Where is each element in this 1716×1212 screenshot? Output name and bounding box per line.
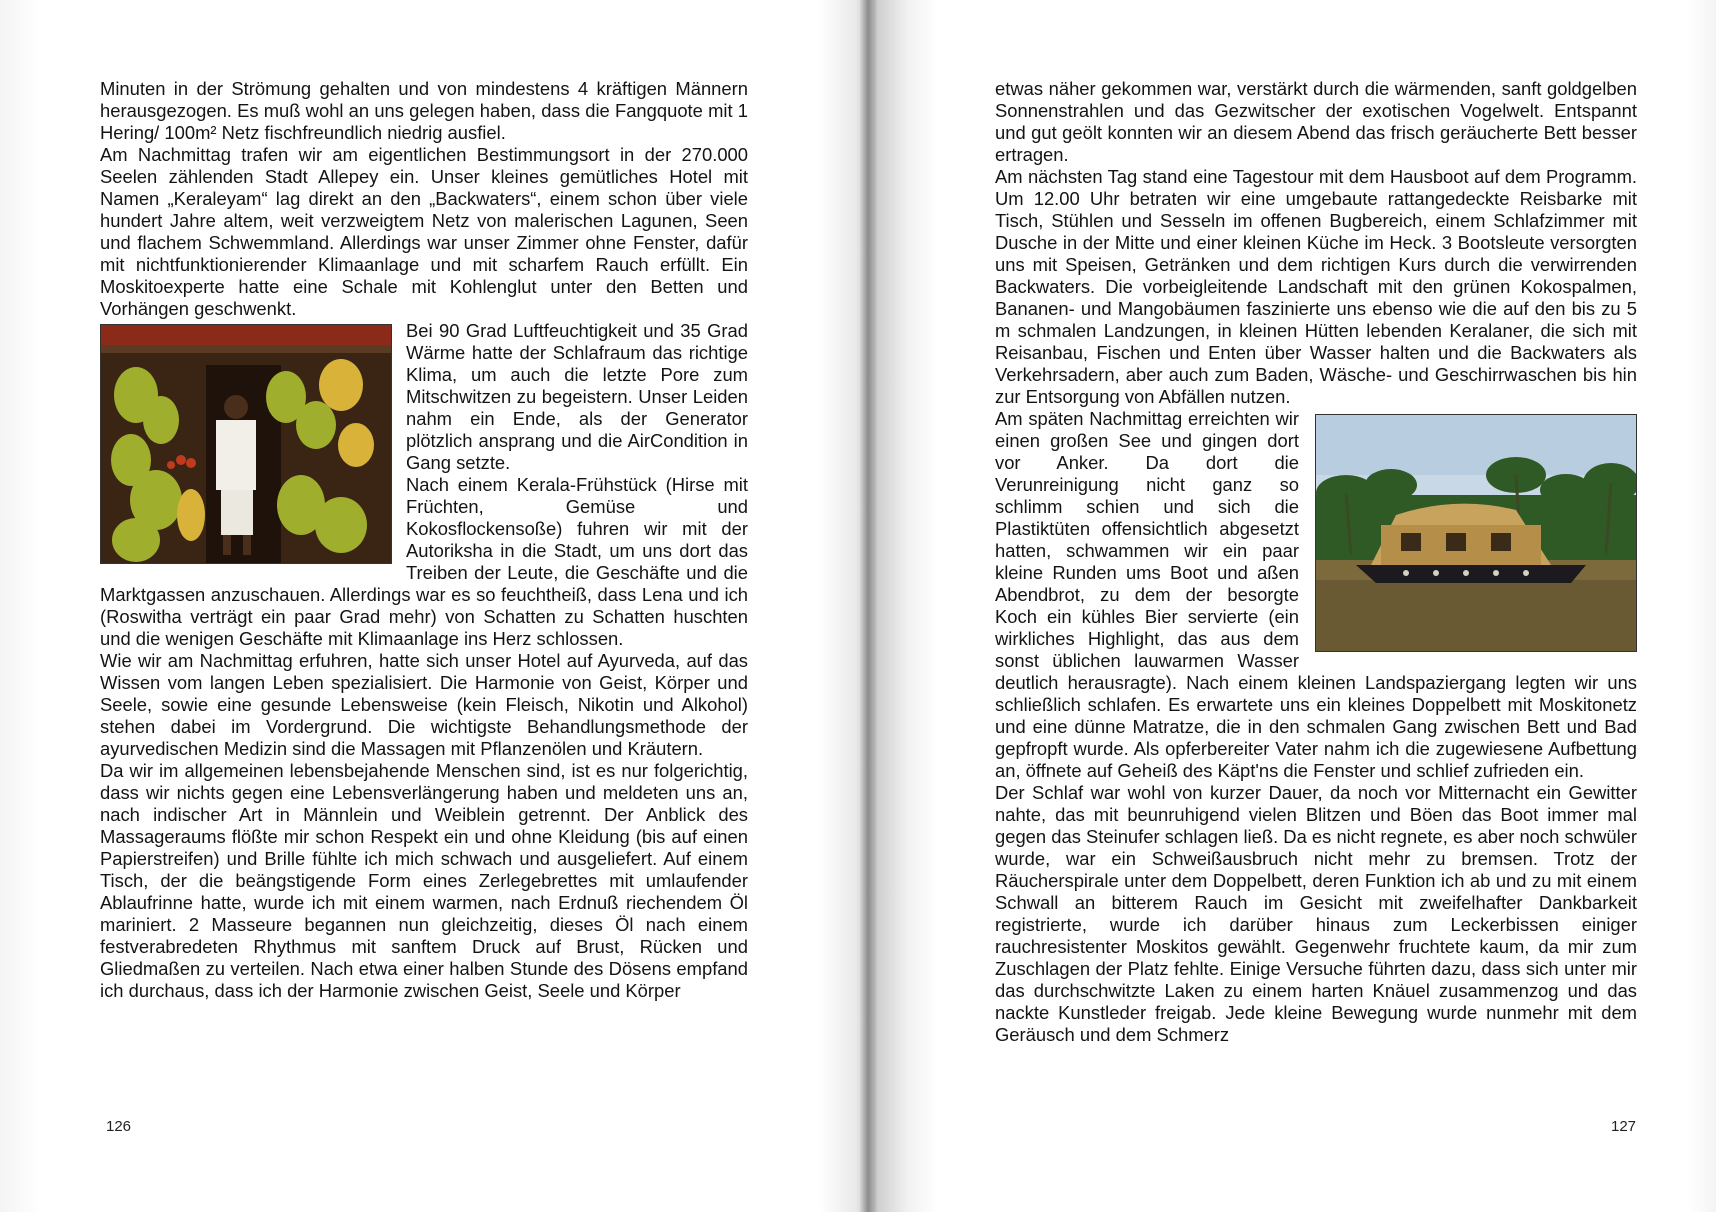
left-paragraph-5: Wie wir am Nachmittag erfuhren, hatte sich unser Hotel auf Ayurveda, auf das Wissen vom langen Leben spezialisiert. Die Harmonie von Geist, Körper und Seele, sowie eine gesunde Lebensweise (kein Fleisch, Nikotin und Alkohol) stehen dabei im Vordergrund. Die wichtigste Behandlungsmethode der ayurvedischen Medizin sind die Massagen mit Pflanzenölen und Kräutern. xyxy=(100,650,748,759)
left-paragraph-4: Nach einem Kerala-Frühstück (Hirse mit Früchten, Gemüse und Kokosflockensoße) fuhren wir mit der Autoriksha in die Stadt, um uns dort das Treiben der Leute, die Geschäfte und die Marktgassen anzuschauen. Allerdings war es so feuchtheiß, dass Lena und ich (Roswitha verträgt ein paar Grad mehr) von Schatten zu Schatten huschten und die wenigen Geschäfte mit Klimaanlage ins Herz schlossen. xyxy=(100,474,748,649)
book-gutter xyxy=(860,0,876,1212)
left-paragraph-6: Da wir im allgemeinen lebensbejahende Menschen sind, ist es nur folgerichtig, dass wir nichts gegen eine Lebensverlängerung haben und meldeten uns an, nach indischer Art in Männlein und Weiblein getrennt. Der Anblick des Massageraums flößte mir schon Respekt ein und ohne Kleidung (bis auf einen Papierstreifen) und Brille fühlte ich mich schwach und ausgeliefert. Auf einem Tisch, der die beängstigende Form eines Zerlegebrettes mit umlaufender Ablaufrinne hatte, wurde ich mit einem warmen, nach Erdnuß riechendem Öl mariniert. 2 Masseure begannen nun gleichzeitig, dieses Öl nach einem festverabredeten Rhythmus mit sanftem Druck auf Brust, Rücken und Gliedmaßen zu verteilen. Nach etwa einer halben Stunde des Dösens empfand ich durchaus, dass ich der Harmonie zwischen Geist, Seele und Körper xyxy=(100,760,748,1001)
right-paragraph-4: Der Schlaf war wohl von kurzer Dauer, da noch vor Mitternacht ein Gewitter nahte, das mit beunruhigend vielen Blitzen und Böen das Boot immer mal gegen das Steinufer schlagen ließ. Da es nicht regnete, es aber noch schwüler wurde, war ein Schweißausbruch nicht mehr zu bremsen. Trotz der Räucherspirale unter dem Doppelbett, deren Funktion ich ab und zu mit einem Schwall an bitterem Rauch im Gesicht mit zweifelhafter Dankbarkeit registrierte, wurde ich darüber hinaus zum Leckerbissen einiger rauchresistenter Moskitos gewählt. Gegenwehr fruchtete kaum, da mir zum Zuschlagen der Platz fehlte. Einige Versuche führten dazu, dass sich unter mir das durchschwitzte Laken zu einem harten Knäuel zusammenzog und das nackte Kunstleder freigab. Jede kleine Bewegung wurde nunmehr mit dem Geräusch und dem Schmerz xyxy=(995,782,1638,1045)
right-paragraph-1: etwas näher gekommen war, verstärkt durch die wärmenden, sanft goldgelben Sonnenstrahlen und das Gezwitscher der exotischen Vogelwelt. Entspannt und gut geölt konnten wir an diesem Abend das frisch geräucherte Bett besser ertragen. xyxy=(995,78,1637,165)
banana-market-photo xyxy=(100,324,392,564)
left-paragraph-3: Bei 90 Grad Luftfeuchtigkeit und 35 Grad Wärme hatte der Schlafraum das richtige Klima, um auch die letzte Pore zum Mitschwitzen zu begeistern. Unser Leiden nahm ein Ende, als der Generator plötzlich ansprang und die AirCondition in Gang setzte. xyxy=(406,320,748,473)
page-number-right: 127 xyxy=(1611,1118,1637,1135)
right-paragraph-2: Am nächsten Tag stand eine Tagestour mit dem Hausboot auf dem Programm. Um 12.00 Uhr betraten wir eine umgebaute rattangedeckte Reisbarke mit Tisch, Stühlen und Sesseln im offenen Bugbereich, einem Schlafzimmer mit Dusche in der Mitte und einer kleinen Küche im Heck. 3 Bootsleute versorgten uns mit Speisen, Getränken und dem richtigen Kurs durch die verwirrenden Backwaters. Die vorbeigleitende Landschaft mit den grünen Kokospalmen, Bananen- und Mangobäumen faszinierte uns ebenso wie die auf den bis zu 5 m schmalen Landzungen, in kleinen Hütten lebenden Keralaner, die sich mit Reisanbau, Fischen und Enten über Wasser halten und die Backwaters als Verkehrsadern, aber auch zum Baden, Wäsche- und Geschirrwaschen bis hin zur Entsorgung von Abfällen nutzen. xyxy=(995,166,1637,407)
houseboat-photo xyxy=(1315,414,1637,652)
right-text-column xyxy=(995,78,1637,1046)
left-paragraph-2: Am Nachmittag trafen wir am eigentlichen Bestimmungsort in der 270.000 Seelen zählenden Stadt Allepey ein. Unser kleines gemütliches Hotel mit Namen „Keraleyam“ lag direkt an den „Backwaters“, einem schon über viele hundert Jahre altem, weit verzweigtem Netz von malerischen Lagunen, Seen und flachem Schwemmland. Allerdings war unser Zimmer ohne Fenster, dafür mit nichtfunktionierender Klimaanlage und mit scharfem Rauch erfüllt. Ein Moskitoexperte hatte eine Schale mit Kohlenglut unter den Betten und Vorhängen geschwenkt. xyxy=(100,144,748,319)
page-number-left: 126 xyxy=(106,1118,132,1135)
left-paragraph-1: Minuten in der Strömung gehalten und von mindestens 4 kräftigen Männern herausgezogen. Es muß wohl an uns gelegen haben, dass die Fangquote mit 1 Hering/ 100m² Netz fischfreundlich niedrig ausfiel. xyxy=(100,78,748,143)
left-text-column xyxy=(100,78,748,1002)
right-paragraph-3: Am späten Nachmittag erreichten wir einen großen See und gingen dort vor Anker. Da dort die Verunreinigung nicht ganz so schlimm schien und sich die Plastiktüten offensichtlich abgesetzt hatten, schwammen wir ein paar kleine Runden ums Boot und aßen Abendbrot, zu dem der besorgte Koch ein kühles Bier servierte (ein wirkliches Highlight, das aus dem sonst üblichen lauwarmen Wasser deutlich herausragte). Nach einem kleinen Landspaziergang legten wir uns schließlich schlafen. Es erwartete uns ein kleines Doppelbett mit Moskitonetz und eine dünne Matratze, die in den schmalen Gang zwischen Bett und Bad gepfropft wurde. Als opferbereiter Vater nahm ich die zugewiesene Aufbettung an, öffnete auf Geheiß des Käpt'ns die Fenster und schlief zufrieden ein. xyxy=(995,408,1637,781)
